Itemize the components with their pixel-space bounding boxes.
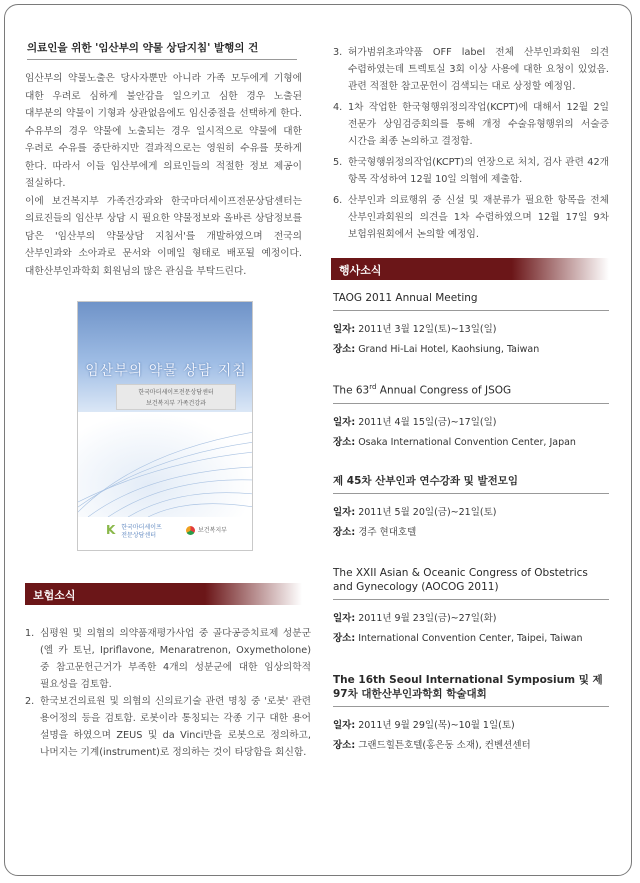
event-title: The XXII Asian & Oceanic Congress of Obstetrics and Gynecology (AOCOG 2011) [333, 566, 609, 600]
insurance-list-right [333, 44, 609, 243]
events-section-header [331, 258, 609, 280]
event-date: 일자: 2011년 5월 20일(금)~21일(토) [333, 507, 497, 518]
event-title: The 63rd Annual Congress of JSOG [333, 380, 609, 404]
insurance-list-left [25, 625, 311, 761]
event-place: 장소: International Convention Center, Taipei, Taiwan [333, 633, 583, 644]
list-item: 1. 심평원 및 의협의 의약품재평가사업 중 골다공증치료제 성분군(엘 카 토닌, Ipriflavone, Menaratrenon, Oxymetholone) 중 참고문헌근거가 부족한 4개의 성분군에 대한 임상의학적 필요성을 검토함. [25, 628, 311, 690]
list-item: 6. 산부인과 의료행위 중 신설 및 재분류가 필요한 항목을 전체 산부인과회원의 의견을 1차 수렴하였으며 12월 17일 9차 보험위원회에서 논의할 예정임. [333, 195, 609, 240]
list-item: 2. 한국보건의료원 및 의협의 신의료기술 관련 명칭 중 '로봇' 관련 용어정의 등을 검토함. 로봇이라 통칭되는 각종 기구 대한 용어 설명을 하였으며 ZEUS 및 da Vinci만을 로봇으로 정의하고, 나머지는 기계(instrument)로 정의하는 것이 타당함을 회신함. [25, 696, 311, 758]
event-title: The 16th Seoul International Symposium 및 제 97차 대한산부인과학회 학술대회 [333, 673, 609, 707]
mothersafe-mark: K [106, 522, 116, 537]
article-paragraph: 임산부의 약물노출은 당사자뿐만 아니라 가족 모두에게 기형에 대한 우려로 심하게 불안감을 일으키고 심한 경우 노출된 대부분의 약물이 기형과 상관없음에도 임신중절을 선택하게 한다. 수유부의 경우 약물에 노출되는 경우 일시적으로 약물에 대한 우려로 수유를 중단하지만 결과적으로는 영원히 수유를 못하게 한다. 따라서 이들 임산부에게 의료인들의 적절한 정보 제공이 절실하다. [25, 73, 302, 189]
event-item [333, 291, 609, 357]
cover-line-art [78, 412, 253, 517]
insurance-heading: 보험소식 [33, 589, 76, 602]
event-date: 일자: 2011년 9월 23일(금)~27일(화) [333, 613, 497, 624]
cover-title: 임산부의 약물 상담 지침 [85, 363, 247, 379]
article-paragraph: 이에 보건복지부 가족건강과와 한국마더세이프전문상담센터는 의료진들의 임산부 상담 시 필요한 약물정보와 올바른 상담정보를 담은 '임산부의 약물상담 지침서'를 개발하였으며 전국의 산부인과와 소아과로 문서와 이메일 형태로 배포될 예정이다. 대한산부인과학회 회원님의 많은 관심을 부탁드린다. [25, 195, 302, 277]
ministry-name: 보건복지부 [198, 527, 227, 534]
mothersafe-name: 한국마더세이프 [121, 524, 162, 531]
event-item [333, 566, 609, 646]
event-date: 일자: 2011년 9월 29일(목)~10월 1일(토) [333, 720, 515, 731]
event-place: 장소: Osaka International Convention Center, Japan [333, 436, 576, 448]
ministry-logo [186, 525, 227, 535]
event-title: 제 45차 산부인과 연수강좌 및 발전모임 [333, 474, 609, 494]
guideline-cover-image [77, 301, 253, 551]
list-item: 4. 1차 작업한 한국형행위정의작업(KCPT)에 대해서 12월 2일 전문가 상임검증회의를 통해 개정 수술유형행위의 서술증 시간을 최종 논의하고 결정함. [333, 102, 609, 147]
mothersafe-logo [106, 524, 162, 540]
event-item [333, 673, 609, 753]
cover-subtitle: 보건복지부 가족건강과 [146, 400, 206, 407]
event-item [333, 474, 609, 540]
cover-subtitle-box [116, 384, 236, 410]
event-place: 장소: 그랜드힐튼호텔(홍은동 소재), 컨벤션센터 [333, 740, 531, 751]
article-body [25, 70, 302, 280]
cover-illustration [78, 412, 253, 517]
list-item: 3. 허가범위초과약품 OFF label 전체 산부인과회원 의견 수렴하였는데 트렉토실 3회 이상 사용에 대한 요청이 있었음. 관련 적절한 참고문헌이 검색되는 대로 상정할 예정임. [333, 47, 609, 92]
event-place: 장소: Grand Hi-Lai Hotel, Kaohsiung, Taiwan [333, 344, 540, 355]
cover-subtitle: 한국마더세이프전문상담센터 [138, 389, 214, 396]
ministry-emblem-icon [186, 526, 195, 535]
event-place: 장소: 경주 현대호텔 [333, 527, 417, 538]
event-item [333, 380, 609, 450]
article-column [25, 40, 302, 280]
mothersafe-name-2: 전문상담센터 [121, 532, 157, 539]
event-date: 일자: 2011년 4월 15일(금)~17일(일) [333, 416, 497, 428]
event-date: 일자: 2011년 3월 12일(토)~13일(일) [333, 324, 497, 335]
events-heading: 행사소식 [339, 264, 382, 277]
insurance-section-header [25, 583, 302, 605]
article-title: 의료인을 위한 '임산부의 약물 상담지침' 발행의 건 [27, 40, 297, 60]
event-title: TAOG 2011 Annual Meeting [333, 291, 609, 311]
list-item: 5. 한국형행위정의작업(KCPT)의 연장으로 처치, 검사 관련 42개 항목 작성하여 12월 10일 의협에 제출함. [333, 157, 609, 185]
